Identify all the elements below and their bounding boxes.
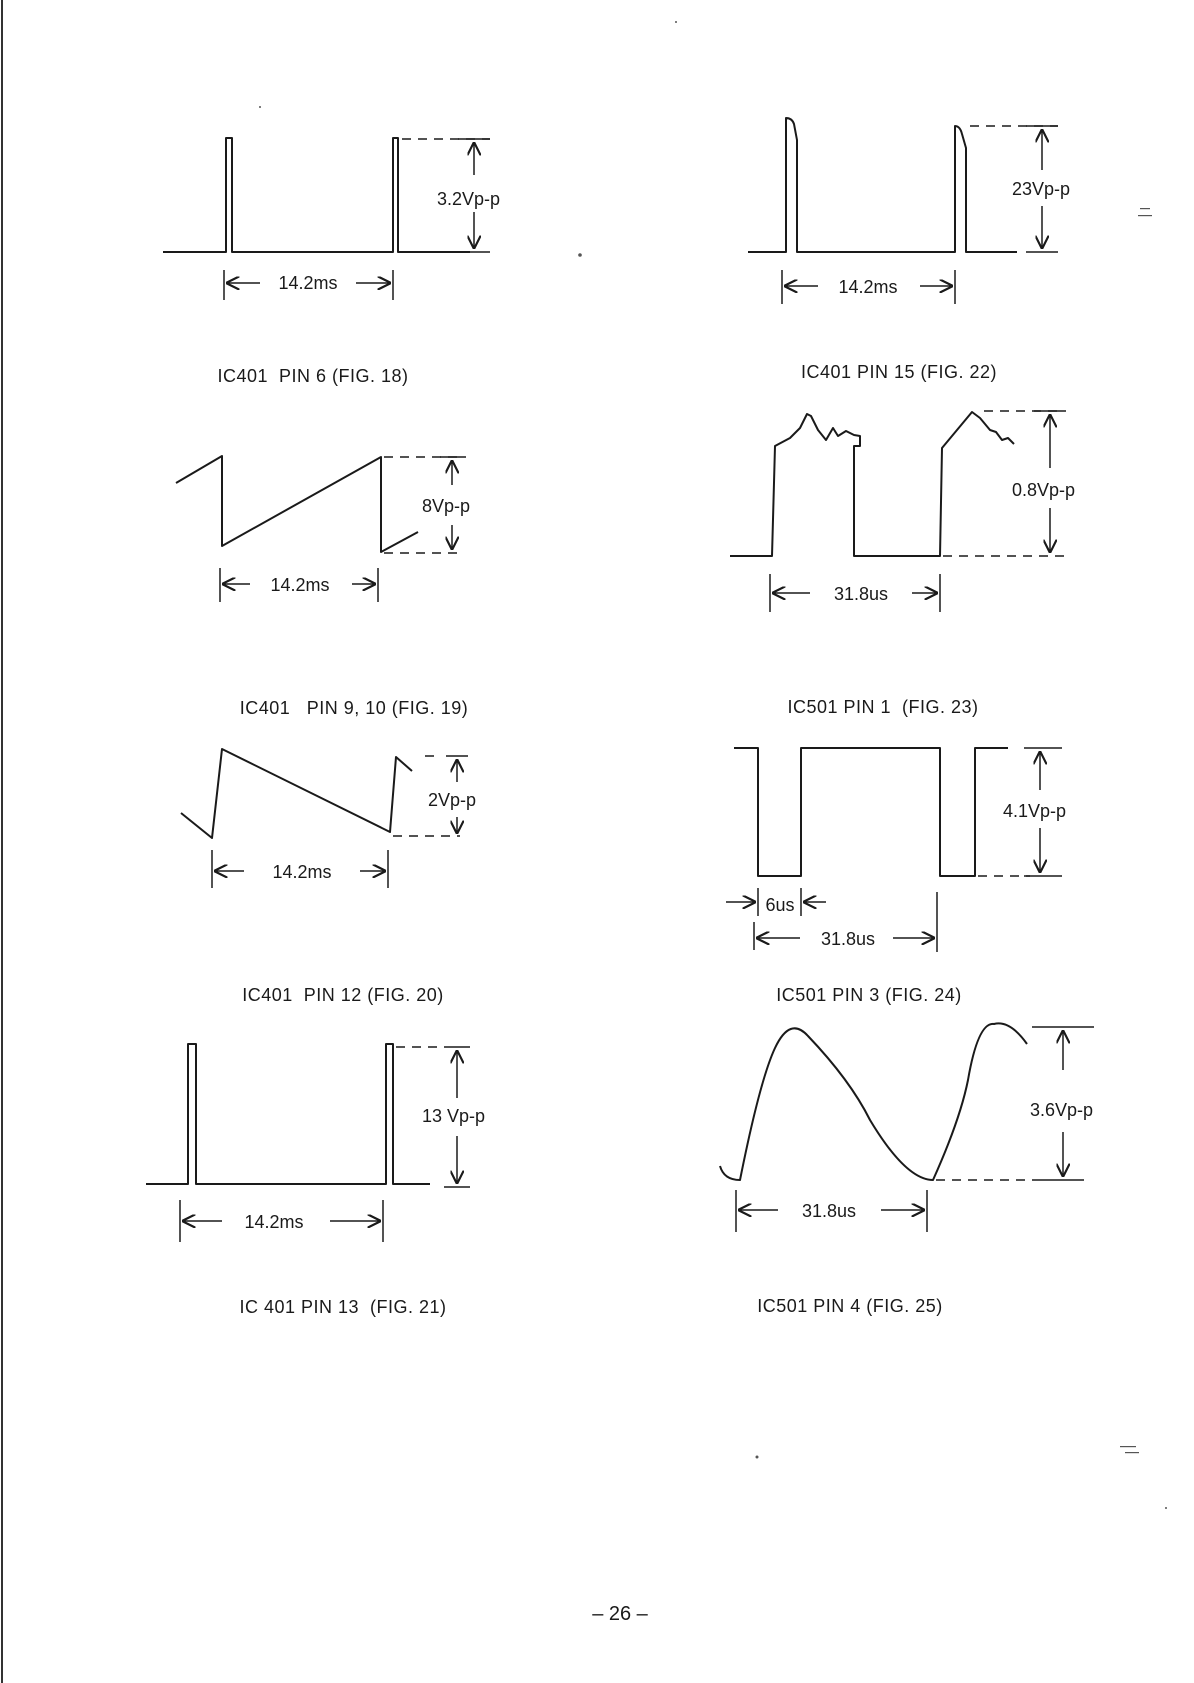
fig24-period-label: 31.8us <box>820 929 876 949</box>
fig23-amplitude-label: 0.8Vp-p <box>1012 480 1076 500</box>
fig18-period-label: 14.2ms <box>278 273 338 293</box>
figure-22 <box>748 118 1070 382</box>
fig25-amplitude-label: 3.6Vp-p <box>1030 1100 1094 1120</box>
figure-24 <box>726 748 1066 1005</box>
figure-20 <box>181 749 476 1005</box>
fig20-waveform <box>181 749 412 838</box>
figure-19 <box>176 456 470 718</box>
fig23-period-label: 31.8us <box>833 584 889 604</box>
figure-23 <box>730 411 1075 717</box>
fig22-caption: IC401 PIN 15 (FIG. 22) <box>800 362 998 382</box>
fig22-period-label: 14.2ms <box>838 277 898 297</box>
fig25-caption: IC501 PIN 4 (FIG. 25) <box>757 1296 943 1316</box>
fig24-caption: IC501 PIN 3 (FIG. 24) <box>776 985 962 1005</box>
figure-25 <box>720 1023 1094 1316</box>
fig24-waveform <box>734 748 1008 876</box>
fig21-amplitude-label: 13 Vp-p <box>422 1106 486 1126</box>
fig25-waveform <box>720 1023 1027 1180</box>
fig20-period-label: 14.2ms <box>272 862 332 882</box>
fig23-caption: IC501 PIN 1 (FIG. 23) <box>787 697 979 717</box>
fig22-amplitude-label: 23Vp-p <box>1012 179 1071 199</box>
fig19-waveform <box>176 456 418 552</box>
fig24-amplitude-label: 4.1Vp-p <box>1003 801 1067 821</box>
fig24-pulse-width-label: 6us <box>765 895 795 915</box>
page-number: – 26 – <box>592 1603 648 1625</box>
fig18-caption: IC401 PIN 6 (FIG. 18) <box>217 366 409 386</box>
fig19-period-label: 14.2ms <box>270 575 330 595</box>
fig23-waveform <box>730 412 1014 556</box>
fig18-waveform <box>163 138 470 252</box>
fig19-amplitude-label: 8Vp-p <box>422 496 471 516</box>
fig19-caption: IC401 PIN 9, 10 (FIG. 19) <box>239 698 469 718</box>
fig21-period-label: 14.2ms <box>244 1212 304 1232</box>
figure-18 <box>163 138 500 386</box>
fig20-caption: IC401 PIN 12 (FIG. 20) <box>242 985 444 1005</box>
fig20-amplitude-label: 2Vp-p <box>428 790 477 810</box>
fig25-period-label: 31.8us <box>801 1201 857 1221</box>
fig21-waveform <box>146 1044 430 1184</box>
figure-21 <box>146 1044 485 1317</box>
fig21-caption: IC 401 PIN 13 (FIG. 21) <box>239 1297 447 1317</box>
fig18-amplitude-label: 3.2Vp-p <box>437 189 501 209</box>
fig22-waveform <box>748 118 1017 252</box>
